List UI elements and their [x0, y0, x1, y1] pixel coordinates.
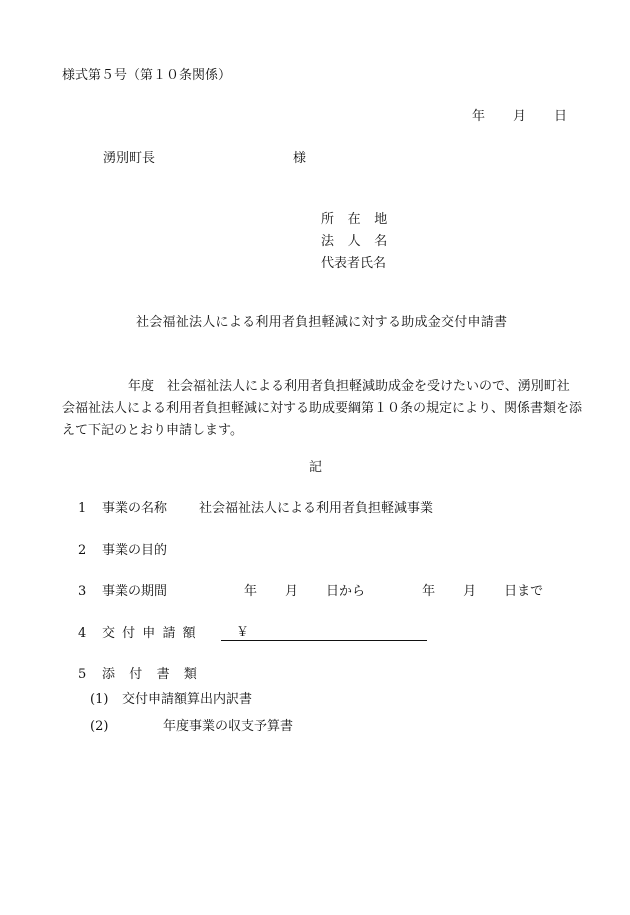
attachment-1 [90, 692, 252, 708]
addressee-name: 湧別町長 [103, 151, 156, 166]
date-line [472, 109, 567, 125]
item-4-label: 交付申請額 [102, 626, 203, 641]
date-day: 日 [554, 109, 568, 124]
attachment-2-text: 年度事業の収支予算書 [163, 719, 294, 734]
item-5-number: 5 [78, 667, 87, 682]
item-3-end-day: 日まで [504, 584, 544, 599]
amount-underline [221, 624, 427, 641]
item-5-label: 添付書類 [102, 667, 212, 682]
item-3-end-year: 年 [422, 584, 436, 599]
applicant-block [321, 212, 401, 278]
attachment-1-number: (1) [90, 692, 109, 707]
item-2 [78, 543, 167, 559]
form-number: 様式第５号（第１０条関係） [62, 68, 232, 83]
item-2-number: 2 [78, 543, 87, 558]
item-3-start-month: 月 [285, 584, 299, 599]
address-label: 所在地 [321, 212, 401, 227]
item-3-end-month: 月 [463, 584, 477, 599]
yen-symbol: ￥ [236, 625, 250, 640]
item-1-label: 事業の名称 [102, 501, 168, 516]
addressee-honorific: 様 [293, 151, 307, 166]
item-3-start-day: 日から [326, 584, 366, 599]
ki-heading: 記 [309, 460, 323, 475]
attachment-1-text: 交付申請額算出内訳書 [122, 692, 253, 707]
item-3-label: 事業の期間 [102, 584, 168, 599]
item-1-value: 社会福祉法人による利用者負担軽減事業 [199, 501, 434, 516]
document-title: 社会福祉法人による利用者負担軽減に対する助成金交付申請書 [136, 315, 508, 330]
item-4-number: 4 [78, 626, 87, 641]
item-1-number: 1 [78, 501, 87, 516]
representative-label: 代表者氏名 [321, 256, 387, 271]
item-3-number: 3 [78, 584, 87, 599]
body-paragraph: 年度 社会福祉法人による利用者負担軽減助成金を受けたいので、湧別町社会福祉法人による利用者負担軽減に対する助成要綱第１０条の規定により、関係書類を添えて下記のとおり申請します。 [62, 379, 583, 438]
item-3 [78, 584, 543, 600]
item-3-start-year: 年 [244, 584, 258, 599]
date-year: 年 [472, 109, 486, 124]
attachment-2 [90, 719, 293, 735]
corporation-label: 法人名 [321, 234, 401, 249]
attachment-2-number: (2) [90, 719, 109, 734]
date-month: 月 [513, 109, 527, 124]
addressee [103, 151, 306, 167]
item-1 [78, 501, 433, 517]
item-5 [78, 667, 211, 683]
item-4 [78, 626, 203, 642]
item-2-label: 事業の目的 [102, 543, 168, 558]
